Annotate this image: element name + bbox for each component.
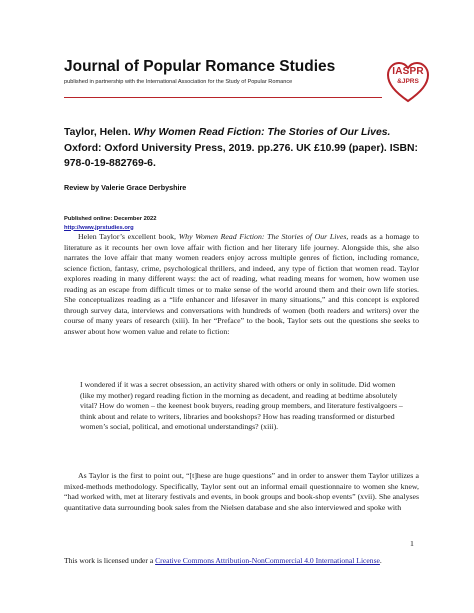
para1-book-title: Why Women Read Fiction: The Stories of Our Lives [178, 232, 347, 241]
page-number: 1 [410, 539, 414, 548]
license-notice [64, 556, 404, 567]
para1-text-a: Helen Taylor’s excellent book, [78, 232, 179, 241]
journal-url-link[interactable]: http://www.jprstudies.org [64, 224, 134, 231]
license-suffix: . [379, 556, 382, 565]
para1-text-b: , reads as a homage to literature as it recounts her own love affair with fiction and her literary life journey. Alongside this, she also narrates the love affair that many women readers enjoy across multiple genres of fiction, including romance, science fiction, fantasy, crime, psychological thrillers, and indeed, any type of fiction that women read. Taylor explores reading in many different ways: the act of reading, what reading means for women, how women use reading as an escape from difficult times or to make sense of the world around them and their own life stories. She conceptualizes reading as a “life enhancer and lifesaver in many situations,” and this concept is explored through survey data, interviews and conversations with hundreds of women (both readers and writers) over the course of many years of research (xiii). In her “Preface” to the book, Taylor sets out the questions she seeks to answer about how women value and relate to fiction: [64, 232, 419, 336]
license-link[interactable]: Creative Commons Attribution-NonCommercial 4.0 International License [155, 556, 380, 565]
para2-text: As Taylor is the first to point out, “[t]hese are huge questions” and in order to answer them Taylor utilizes a mixed-methods methodology. Specifically, Taylor sent out an informal email questionnaire to women she knew, “had worked with, met at literary festivals and events, in book groups and book-shop events” (xvii). She analyses quantitative data surrounding book sales from the Nielsen database and she also interviewed and spoke with [64, 471, 419, 512]
body-paragraph-1 [64, 232, 419, 337]
logo-text-jprs: &JPRS [397, 78, 419, 85]
logo-text-iaspr: IASPR [392, 66, 424, 77]
book-citation [64, 125, 426, 172]
body-paragraph-2 [64, 471, 419, 513]
journal-title: Journal of Popular Romance Studies [64, 58, 336, 75]
reviewer-byline: Review by Valerie Grace Derbyshire [64, 183, 187, 192]
header-divider [64, 97, 382, 98]
publication-info [64, 215, 156, 232]
license-prefix: This work is licensed under a [64, 556, 156, 565]
journal-subtitle: published in partnership with the International Association for the Study of Popular Romance [64, 79, 293, 85]
published-date: Published online: December 2022 [64, 216, 157, 222]
citation-details: Oxford: Oxford University Press, 2019. pp.276. UK £10.99 (paper). ISBN: 978-0-19-882769-6. [64, 142, 418, 170]
block-quote: I wondered if it was a secret obsession, an activity shared with others or only in solitude. Did women (like my mother) regard reading fiction in the morning as decadent, and reading at bedtime absolutely vital? How do women – the keenest book buyers, reading group members, and literature festivalgoers – think about and relate to writers, libraries and bookshops? How has reading transformed or disturbed women’s social, political, and emotional understandings? (xiii). [80, 380, 403, 432]
citation-book-title: Why Women Read Fiction: The Stories of Our Lives. [133, 127, 391, 138]
iaspr-jprs-logo [385, 60, 431, 104]
citation-author: Taylor, Helen. [64, 127, 131, 138]
